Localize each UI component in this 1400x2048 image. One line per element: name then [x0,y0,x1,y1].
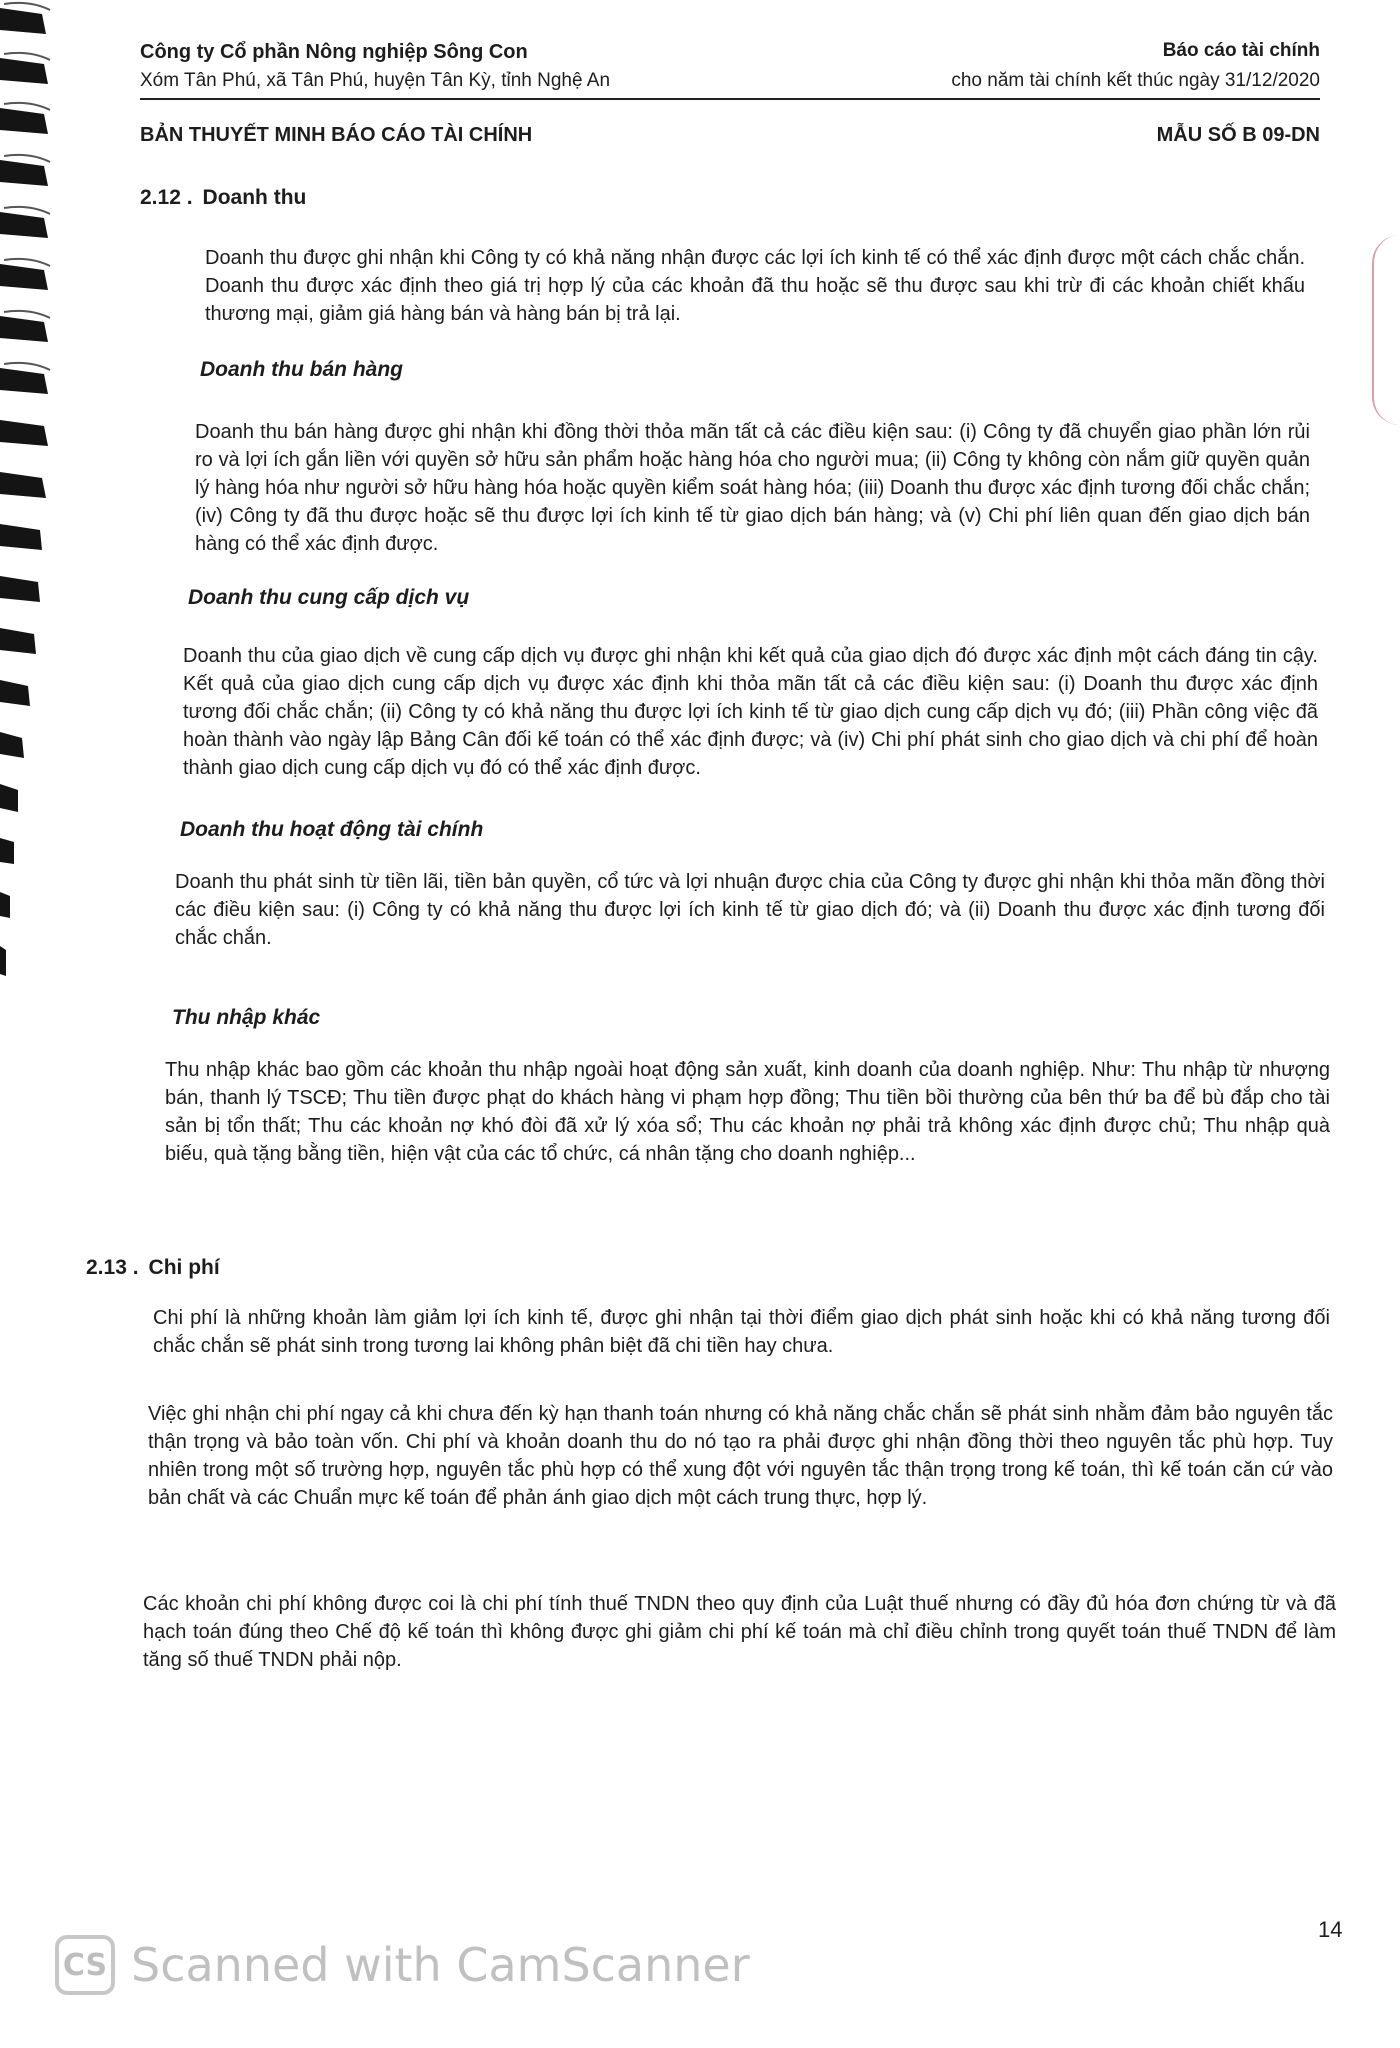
expense-paragraph-1: Chi phí là những khoản làm giảm lợi ích kinh tế, được ghi nhận tại thời điểm giao dịch phát sinh hoặc khi có khả năng tương đối chắc chắn sẽ phát sinh trong tương lai không phân biệt đã chi tiền hay chưa. [153,1307,1330,1357]
camscanner-logo-icon: CS [55,1935,115,1995]
subheading-services-revenue: Doanh thu cung cấp dịch vụ [188,586,470,609]
document-title: BẢN THUYẾT MINH BÁO CÁO TÀI CHÍNH [140,124,533,146]
page-number: 14 [1318,1917,1343,1942]
services-revenue-paragraph: Doanh thu của giao dịch về cung cấp dịch vụ được ghi nhận khi kết quả của giao dịch đó được xác định một cách đáng tin cậy. Kết quả của giao dịch cung cấp dịch vụ được xác định khi thỏa mãn tất cả các điều kiện sau: (i) Doanh thu được xác định tương đối chắc chắn; (ii) Công ty có khả năng thu được lợi ích kinh tế từ giao dịch cung cấp dịch vụ đó; (iii) Phần công việc đã hoàn thành vào ngày lập Bảng Cân đối kế toán có thể xác định được; và (iv) Chi phí phát sinh cho giao dịch và chi phí để hoàn thành giao dịch cung cấp dịch vụ đó có thể xác định được. [183,645,1318,779]
document-title-row [140,124,1320,147]
binder-spiral [0,0,70,1010]
sales-revenue-paragraph: Doanh thu bán hàng được ghi nhận khi đồng thời thỏa mãn tất cả các điều kiện sau: (i) Công ty đã chuyển giao phần lớn rủi ro và lợi ích gắn liền với quyền sở hữu sản phẩm hoặc hàng hóa cho người mua; (ii) Công ty không còn nắm giữ quyền quản lý hàng hóa như người sở hữu hàng hóa hoặc quyền kiểm soát hàng hóa; (iii) Doanh thu được xác định tương đối chắc chắn; (iv) Công ty đã thu được hoặc sẽ thu được lợi ích kinh tế từ giao dịch bán hàng; và (v) Chi phí liên quan đến giao dịch bán hàng có thể xác định được. [195,421,1310,555]
expense-paragraph-3: Các khoản chi phí không được coi là chi phí tính thuế TNDN theo quy định của Luật thuế nhưng có đầy đủ hóa đơn chứng từ và đã hạch toán đúng theo Chế độ kế toán thì không được ghi giảm chi phí kế toán mà chỉ điều chỉnh trong quyết toán thuế TNDN để làm tăng số thuế TNDN phải nộp. [143,1593,1336,1671]
subheading-other-income: Thu nhập khác [172,1006,321,1029]
camscanner-watermark [55,1935,750,1995]
document-page [140,40,1320,147]
report-period: cho năm tài chính kết thúc ngày 31/12/2020 [951,70,1320,91]
section-title: Doanh thu [202,186,307,209]
section-number: 2.12 . [140,186,193,209]
form-code: MẪU SỐ B 09-DN [1156,124,1320,146]
page-header [140,40,1320,92]
company-name: Công ty Cổ phần Nông nghiệp Sông Con [140,41,528,63]
section-heading-2-12 [140,186,306,210]
expense-paragraph-2: Việc ghi nhận chi phí ngay cả khi chưa đến kỳ hạn thanh toán nhưng có khả năng chắc chắn sẽ phát sinh nhằm đảm bảo nguyên tắc thận trọng và bảo toàn vốn. Chi phí và khoản doanh thu do nó tạo ra phải được ghi nhận đồng thời theo nguyên tắc phù hợp. Tuy nhiên trong một số trường hợp, nguyên tắc phù hợp có thể xung đột với nguyên tắc thận trọng trong kế toán, thì kế toán căn cứ vào bản chất và các Chuẩn mực kế toán để phản ánh giao dịch một cách trung thực, hợp lý. [148,1403,1333,1509]
financial-revenue-paragraph: Doanh thu phát sinh từ tiền lãi, tiền bản quyền, cổ tức và lợi nhuận được chia của Công ty được ghi nhận khi thỏa mãn đồng thời các điều kiện sau: (i) Công ty có khả năng thu được lợi ích kinh tế từ giao dịch đó; và (ii) Doanh thu được xác định tương đối chắc chắn. [175,871,1325,949]
stamp-seal-fragment [1372,235,1400,425]
subheading-financial-revenue: Doanh thu hoạt động tài chính [180,818,484,841]
section-heading-2-13 [86,1256,220,1280]
subheading-sales-revenue: Doanh thu bán hàng [200,358,403,381]
header-divider [140,98,1320,100]
revenue-intro-paragraph: Doanh thu được ghi nhận khi Công ty có khả năng nhận được các lợi ích kinh tế có thể xác định được một cách chắc chắn. Doanh thu được xác định theo giá trị hợp lý của các khoản đã thu hoặc sẽ thu được sau khi trừ đi các khoản chiết khấu thương mại, giảm giá hàng bán và hàng bán bị trả lại. [205,247,1305,325]
section-number: 2.13 . [86,1256,139,1279]
report-title: Báo cáo tài chính [1162,40,1320,61]
company-address: Xóm Tân Phú, xã Tân Phú, huyện Tân Kỳ, tỉnh Nghệ An [140,70,611,91]
watermark-text: Scanned with CamScanner [131,1938,750,1992]
other-income-paragraph: Thu nhập khác bao gồm các khoản thu nhập ngoài hoạt động sản xuất, kinh doanh của doanh nghiệp. Như: Thu nhập từ nhượng bán, thanh lý TSCĐ; Thu tiền được phạt do khách hàng vi phạm hợp đồng; Thu tiền bồi thường của bên thứ ba để bù đắp cho tài sản bị tổn thất; Thu các khoản nợ khó đòi đã xử lý xóa sổ; Thu các khoản nợ phải trả không xác định được chủ; Thu nhập quà biếu, quà tặng bằng tiền, hiện vật của các tổ chức, cá nhân tặng cho doanh nghiệp... [165,1059,1330,1165]
section-title: Chi phí [148,1256,220,1279]
